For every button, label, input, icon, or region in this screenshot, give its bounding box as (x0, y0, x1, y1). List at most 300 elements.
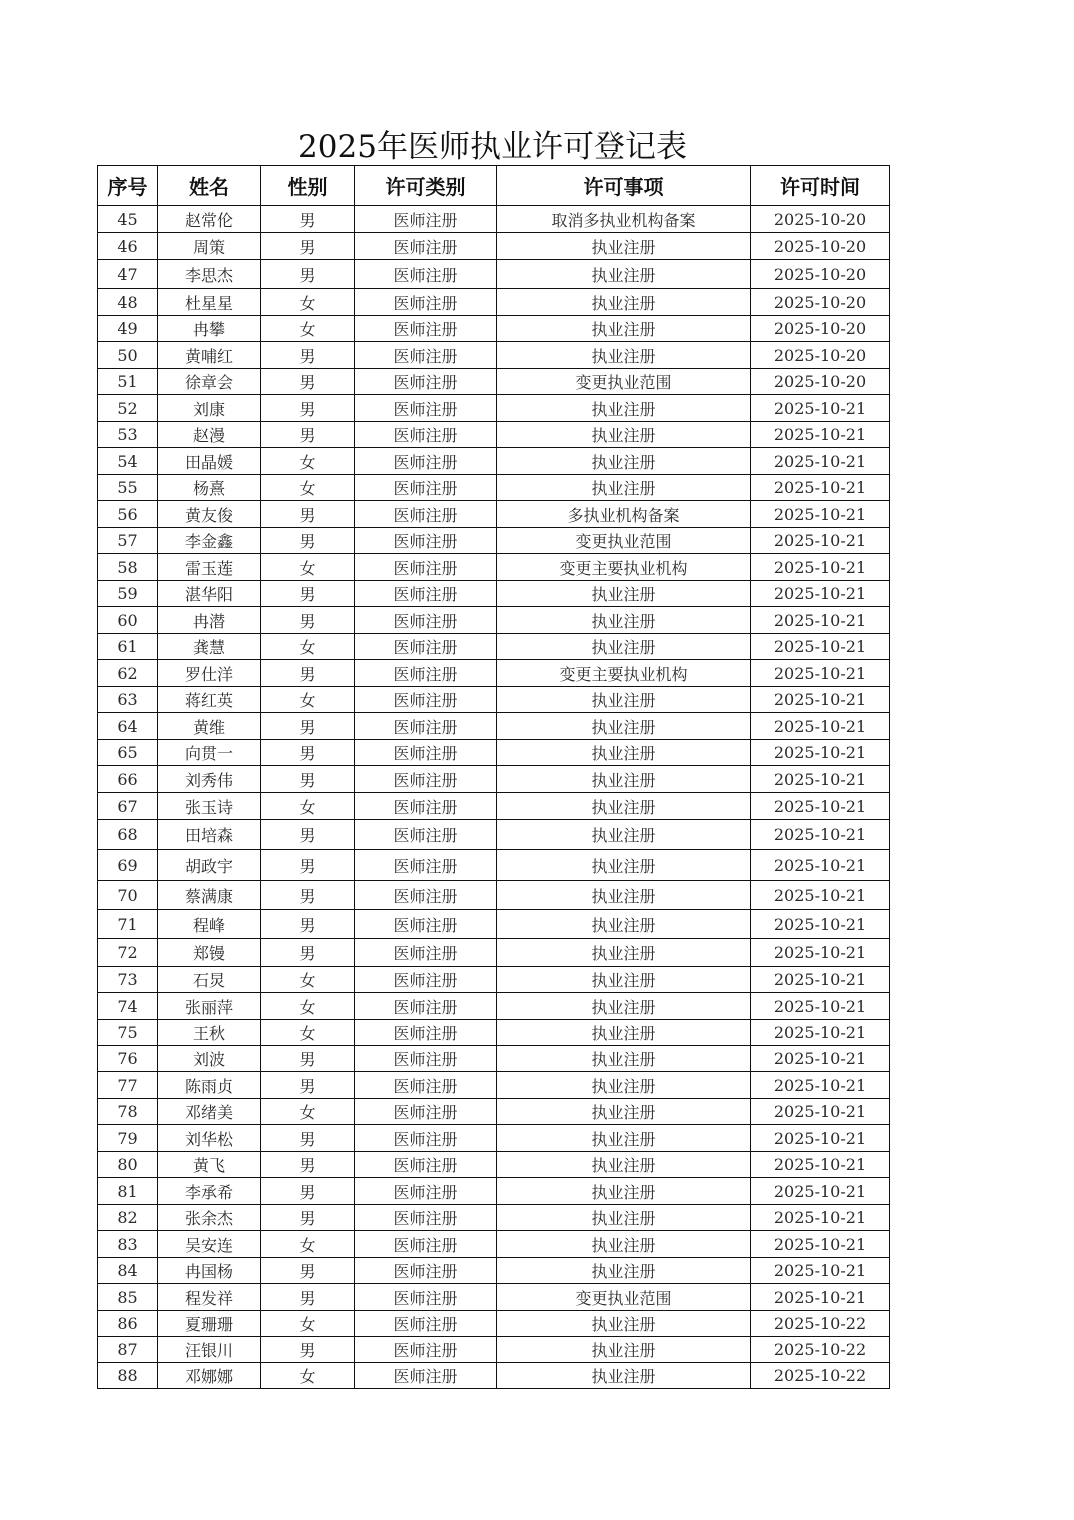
cell-category: 医师注册 (355, 316, 497, 342)
cell-gender: 男 (261, 369, 355, 395)
table-row (98, 881, 890, 910)
cell-item: 执业注册 (497, 342, 751, 369)
cell-category: 医师注册 (355, 793, 497, 820)
cell-number: 58 (98, 554, 158, 581)
cell-item: 执业注册 (497, 1337, 751, 1363)
cell-gender: 男 (261, 1046, 355, 1072)
cell-name: 刘波 (158, 1046, 261, 1072)
cell-date: 2025-10-21 (751, 910, 890, 939)
cell-item: 执业注册 (497, 1099, 751, 1125)
cell-gender: 女 (261, 1311, 355, 1337)
cell-gender: 男 (261, 820, 355, 850)
cell-category: 医师注册 (355, 1125, 497, 1152)
table-row (98, 713, 890, 740)
cell-number: 73 (98, 967, 158, 993)
cell-date: 2025-10-21 (751, 820, 890, 850)
cell-category: 医师注册 (355, 1231, 497, 1258)
cell-name: 黄哺红 (158, 342, 261, 369)
column-header-number: 序号 (98, 166, 158, 206)
cell-number: 47 (98, 260, 158, 289)
table-row (98, 528, 890, 554)
table-row (98, 1046, 890, 1072)
cell-date: 2025-10-21 (751, 1046, 890, 1072)
cell-number: 66 (98, 766, 158, 793)
table-row (98, 1099, 890, 1125)
cell-gender: 男 (261, 342, 355, 369)
cell-item: 执业注册 (497, 820, 751, 850)
cell-category: 医师注册 (355, 850, 497, 881)
cell-name: 雷玉莲 (158, 554, 261, 581)
cell-date: 2025-10-21 (751, 1152, 890, 1178)
cell-item: 执业注册 (497, 1178, 751, 1205)
cell-name: 冉攀 (158, 316, 261, 342)
cell-gender: 男 (261, 1125, 355, 1152)
cell-number: 53 (98, 422, 158, 448)
table-row (98, 850, 890, 881)
cell-date: 2025-10-21 (751, 1020, 890, 1046)
cell-number: 61 (98, 634, 158, 660)
cell-category: 医师注册 (355, 1046, 497, 1072)
cell-category: 医师注册 (355, 1152, 497, 1178)
cell-category: 医师注册 (355, 395, 497, 422)
cell-number: 85 (98, 1284, 158, 1311)
cell-date: 2025-10-21 (751, 1258, 890, 1284)
cell-name: 冉潜 (158, 607, 261, 634)
cell-name: 吴安连 (158, 1231, 261, 1258)
table-row (98, 369, 890, 395)
cell-item: 执业注册 (497, 1125, 751, 1152)
table-row (98, 448, 890, 475)
table-row (98, 1258, 890, 1284)
cell-name: 蒋红英 (158, 687, 261, 713)
cell-date: 2025-10-22 (751, 1363, 890, 1389)
cell-category: 医师注册 (355, 766, 497, 793)
cell-number: 52 (98, 395, 158, 422)
cell-gender: 男 (261, 528, 355, 554)
cell-gender: 男 (261, 1258, 355, 1284)
cell-name: 邓绪美 (158, 1099, 261, 1125)
cell-number: 57 (98, 528, 158, 554)
cell-item: 执业注册 (497, 233, 751, 260)
cell-name: 王秋 (158, 1020, 261, 1046)
cell-gender: 男 (261, 1337, 355, 1363)
cell-name: 龚慧 (158, 634, 261, 660)
cell-item: 执业注册 (497, 1152, 751, 1178)
cell-item: 执业注册 (497, 1258, 751, 1284)
cell-number: 71 (98, 910, 158, 939)
table-row (98, 342, 890, 369)
cell-gender: 女 (261, 448, 355, 475)
cell-item: 执业注册 (497, 422, 751, 448)
cell-category: 医师注册 (355, 260, 497, 289)
cell-name: 罗仕洋 (158, 660, 261, 687)
cell-category: 医师注册 (355, 1311, 497, 1337)
table-header-row (98, 166, 890, 206)
cell-item: 执业注册 (497, 1363, 751, 1389)
cell-number: 77 (98, 1072, 158, 1099)
cell-date: 2025-10-21 (751, 634, 890, 660)
cell-number: 72 (98, 939, 158, 967)
cell-gender: 男 (261, 660, 355, 687)
cell-category: 医师注册 (355, 1205, 497, 1231)
cell-date: 2025-10-21 (751, 881, 890, 910)
table-row (98, 967, 890, 993)
table-row (98, 289, 890, 316)
cell-category: 医师注册 (355, 993, 497, 1020)
cell-item: 执业注册 (497, 316, 751, 342)
cell-date: 2025-10-21 (751, 660, 890, 687)
cell-number: 55 (98, 475, 158, 501)
cell-date: 2025-10-21 (751, 581, 890, 607)
cell-category: 医师注册 (355, 233, 497, 260)
cell-gender: 男 (261, 881, 355, 910)
cell-number: 83 (98, 1231, 158, 1258)
cell-item: 变更主要执业机构 (497, 660, 751, 687)
cell-category: 医师注册 (355, 1072, 497, 1099)
cell-date: 2025-10-22 (751, 1337, 890, 1363)
cell-item: 执业注册 (497, 766, 751, 793)
cell-item: 执业注册 (497, 713, 751, 740)
cell-number: 48 (98, 289, 158, 316)
cell-date: 2025-10-21 (751, 501, 890, 528)
column-header-item: 许可事项 (497, 166, 751, 206)
cell-name: 程峰 (158, 910, 261, 939)
cell-number: 68 (98, 820, 158, 850)
column-header-category: 许可类别 (355, 166, 497, 206)
cell-number: 82 (98, 1205, 158, 1231)
cell-item: 执业注册 (497, 993, 751, 1020)
table-row (98, 1284, 890, 1311)
cell-category: 医师注册 (355, 881, 497, 910)
table-row (98, 581, 890, 607)
cell-gender: 女 (261, 687, 355, 713)
cell-item: 执业注册 (497, 475, 751, 501)
cell-name: 刘康 (158, 395, 261, 422)
cell-gender: 女 (261, 289, 355, 316)
cell-name: 杨熹 (158, 475, 261, 501)
table-row (98, 634, 890, 660)
cell-number: 54 (98, 448, 158, 475)
cell-item: 执业注册 (497, 260, 751, 289)
cell-category: 医师注册 (355, 740, 497, 766)
cell-number: 75 (98, 1020, 158, 1046)
cell-gender: 女 (261, 1020, 355, 1046)
table-row (98, 1311, 890, 1337)
column-header-gender: 性别 (261, 166, 355, 206)
table-row (98, 766, 890, 793)
cell-date: 2025-10-20 (751, 206, 890, 233)
cell-date: 2025-10-21 (751, 1205, 890, 1231)
table-row (98, 1020, 890, 1046)
cell-number: 46 (98, 233, 158, 260)
cell-name: 张丽萍 (158, 993, 261, 1020)
cell-category: 医师注册 (355, 475, 497, 501)
cell-number: 81 (98, 1178, 158, 1205)
page-title: 2025年医师执业许可登记表 (298, 129, 687, 165)
cell-date: 2025-10-21 (751, 1125, 890, 1152)
cell-gender: 男 (261, 1178, 355, 1205)
cell-name: 夏珊珊 (158, 1311, 261, 1337)
cell-date: 2025-10-20 (751, 289, 890, 316)
cell-category: 医师注册 (355, 967, 497, 993)
cell-category: 医师注册 (355, 1337, 497, 1363)
cell-gender: 女 (261, 993, 355, 1020)
cell-date: 2025-10-22 (751, 1311, 890, 1337)
table-row (98, 395, 890, 422)
cell-item: 执业注册 (497, 634, 751, 660)
cell-gender: 男 (261, 713, 355, 740)
cell-gender: 男 (261, 1205, 355, 1231)
cell-category: 医师注册 (355, 634, 497, 660)
cell-date: 2025-10-20 (751, 316, 890, 342)
cell-category: 医师注册 (355, 342, 497, 369)
cell-number: 88 (98, 1363, 158, 1389)
table-body (98, 206, 890, 1389)
table-row (98, 260, 890, 289)
cell-gender: 女 (261, 1231, 355, 1258)
cell-gender: 男 (261, 740, 355, 766)
cell-date: 2025-10-20 (751, 260, 890, 289)
cell-category: 医师注册 (355, 660, 497, 687)
table-row (98, 1363, 890, 1389)
cell-name: 徐章会 (158, 369, 261, 395)
cell-date: 2025-10-21 (751, 1072, 890, 1099)
table-row (98, 740, 890, 766)
cell-name: 赵漫 (158, 422, 261, 448)
cell-gender: 男 (261, 607, 355, 634)
cell-name: 程发祥 (158, 1284, 261, 1311)
cell-number: 80 (98, 1152, 158, 1178)
table-row (98, 687, 890, 713)
table-row (98, 233, 890, 260)
cell-category: 医师注册 (355, 1363, 497, 1389)
cell-number: 60 (98, 607, 158, 634)
cell-number: 70 (98, 881, 158, 910)
cell-item: 执业注册 (497, 740, 751, 766)
cell-gender: 女 (261, 793, 355, 820)
cell-number: 62 (98, 660, 158, 687)
cell-category: 医师注册 (355, 501, 497, 528)
cell-date: 2025-10-21 (751, 1178, 890, 1205)
cell-category: 医师注册 (355, 1178, 497, 1205)
cell-gender: 男 (261, 766, 355, 793)
cell-name: 陈雨贞 (158, 1072, 261, 1099)
cell-item: 执业注册 (497, 289, 751, 316)
cell-item: 变更执业范围 (497, 369, 751, 395)
cell-category: 医师注册 (355, 1020, 497, 1046)
table-row (98, 475, 890, 501)
column-header-date: 许可时间 (751, 166, 890, 206)
table-row (98, 422, 890, 448)
cell-name: 李金鑫 (158, 528, 261, 554)
cell-item: 变更执业范围 (497, 528, 751, 554)
cell-name: 杜星星 (158, 289, 261, 316)
cell-item: 多执业机构备案 (497, 501, 751, 528)
cell-item: 执业注册 (497, 607, 751, 634)
cell-name: 湛华阳 (158, 581, 261, 607)
cell-name: 张余杰 (158, 1205, 261, 1231)
cell-gender: 女 (261, 1099, 355, 1125)
cell-date: 2025-10-21 (751, 740, 890, 766)
cell-date: 2025-10-21 (751, 766, 890, 793)
cell-gender: 男 (261, 233, 355, 260)
cell-category: 医师注册 (355, 1099, 497, 1125)
cell-item: 执业注册 (497, 1205, 751, 1231)
cell-number: 76 (98, 1046, 158, 1072)
table-row (98, 1152, 890, 1178)
cell-item: 执业注册 (497, 910, 751, 939)
cell-number: 74 (98, 993, 158, 1020)
cell-date: 2025-10-21 (751, 422, 890, 448)
cell-date: 2025-10-21 (751, 528, 890, 554)
cell-name: 田晶媛 (158, 448, 261, 475)
cell-name: 冉国杨 (158, 1258, 261, 1284)
cell-category: 医师注册 (355, 289, 497, 316)
cell-number: 49 (98, 316, 158, 342)
cell-category: 医师注册 (355, 422, 497, 448)
cell-gender: 女 (261, 316, 355, 342)
cell-name: 汪银川 (158, 1337, 261, 1363)
cell-date: 2025-10-20 (751, 342, 890, 369)
cell-date: 2025-10-21 (751, 1284, 890, 1311)
cell-item: 执业注册 (497, 881, 751, 910)
cell-number: 84 (98, 1258, 158, 1284)
cell-date: 2025-10-20 (751, 233, 890, 260)
table-row (98, 993, 890, 1020)
cell-item: 执业注册 (497, 395, 751, 422)
table-row (98, 939, 890, 967)
cell-item: 执业注册 (497, 793, 751, 820)
cell-gender: 男 (261, 1152, 355, 1178)
cell-date: 2025-10-21 (751, 554, 890, 581)
table-row (98, 660, 890, 687)
cell-item: 取消多执业机构备案 (497, 206, 751, 233)
table-row (98, 1205, 890, 1231)
cell-name: 石炅 (158, 967, 261, 993)
registration-table (97, 165, 890, 1389)
cell-date: 2025-10-21 (751, 967, 890, 993)
cell-name: 向贯一 (158, 740, 261, 766)
cell-item: 执业注册 (497, 1231, 751, 1258)
table-row (98, 1337, 890, 1363)
table-row (98, 316, 890, 342)
table-row (98, 910, 890, 939)
cell-gender: 男 (261, 206, 355, 233)
cell-date: 2025-10-20 (751, 369, 890, 395)
cell-item: 执业注册 (497, 448, 751, 475)
cell-name: 田培森 (158, 820, 261, 850)
cell-date: 2025-10-21 (751, 475, 890, 501)
cell-name: 黄维 (158, 713, 261, 740)
cell-item: 执业注册 (497, 1072, 751, 1099)
cell-gender: 男 (261, 501, 355, 528)
column-header-name: 姓名 (158, 166, 261, 206)
table-row (98, 793, 890, 820)
cell-category: 医师注册 (355, 1258, 497, 1284)
cell-gender: 女 (261, 475, 355, 501)
cell-date: 2025-10-21 (751, 1099, 890, 1125)
cell-category: 医师注册 (355, 939, 497, 967)
cell-date: 2025-10-21 (751, 448, 890, 475)
cell-date: 2025-10-21 (751, 793, 890, 820)
table-row (98, 607, 890, 634)
cell-name: 赵常伦 (158, 206, 261, 233)
cell-number: 79 (98, 1125, 158, 1152)
cell-number: 87 (98, 1337, 158, 1363)
table-row (98, 820, 890, 850)
cell-number: 86 (98, 1311, 158, 1337)
cell-name: 李承希 (158, 1178, 261, 1205)
cell-number: 59 (98, 581, 158, 607)
cell-gender: 男 (261, 850, 355, 881)
cell-item: 执业注册 (497, 581, 751, 607)
cell-item: 执业注册 (497, 1311, 751, 1337)
cell-name: 黄飞 (158, 1152, 261, 1178)
cell-number: 45 (98, 206, 158, 233)
cell-name: 张玉诗 (158, 793, 261, 820)
cell-number: 64 (98, 713, 158, 740)
cell-gender: 女 (261, 967, 355, 993)
cell-item: 执业注册 (497, 850, 751, 881)
cell-number: 63 (98, 687, 158, 713)
cell-number: 67 (98, 793, 158, 820)
cell-name: 蔡满康 (158, 881, 261, 910)
cell-item: 执业注册 (497, 687, 751, 713)
table-row (98, 1072, 890, 1099)
cell-number: 56 (98, 501, 158, 528)
cell-date: 2025-10-21 (751, 607, 890, 634)
cell-item: 执业注册 (497, 1046, 751, 1072)
cell-item: 执业注册 (497, 939, 751, 967)
cell-date: 2025-10-21 (751, 993, 890, 1020)
cell-item: 执业注册 (497, 967, 751, 993)
cell-name: 郑镘 (158, 939, 261, 967)
cell-category: 医师注册 (355, 820, 497, 850)
cell-name: 周策 (158, 233, 261, 260)
cell-category: 医师注册 (355, 448, 497, 475)
cell-item: 变更主要执业机构 (497, 554, 751, 581)
table-row (98, 206, 890, 233)
cell-number: 65 (98, 740, 158, 766)
cell-gender: 男 (261, 260, 355, 289)
cell-category: 医师注册 (355, 581, 497, 607)
cell-number: 78 (98, 1099, 158, 1125)
cell-category: 医师注册 (355, 607, 497, 634)
cell-gender: 男 (261, 1072, 355, 1099)
cell-date: 2025-10-21 (751, 713, 890, 740)
cell-number: 50 (98, 342, 158, 369)
cell-date: 2025-10-21 (751, 939, 890, 967)
cell-category: 医师注册 (355, 369, 497, 395)
cell-gender: 男 (261, 581, 355, 607)
cell-gender: 女 (261, 634, 355, 660)
cell-gender: 男 (261, 395, 355, 422)
cell-item: 执业注册 (497, 1020, 751, 1046)
cell-category: 医师注册 (355, 1284, 497, 1311)
cell-category: 医师注册 (355, 554, 497, 581)
table-row (98, 554, 890, 581)
cell-gender: 男 (261, 939, 355, 967)
cell-item: 变更执业范围 (497, 1284, 751, 1311)
cell-category: 医师注册 (355, 528, 497, 554)
cell-gender: 男 (261, 1284, 355, 1311)
cell-date: 2025-10-21 (751, 395, 890, 422)
cell-date: 2025-10-21 (751, 687, 890, 713)
table-row (98, 1125, 890, 1152)
table-row (98, 1231, 890, 1258)
cell-gender: 女 (261, 1363, 355, 1389)
cell-category: 医师注册 (355, 687, 497, 713)
